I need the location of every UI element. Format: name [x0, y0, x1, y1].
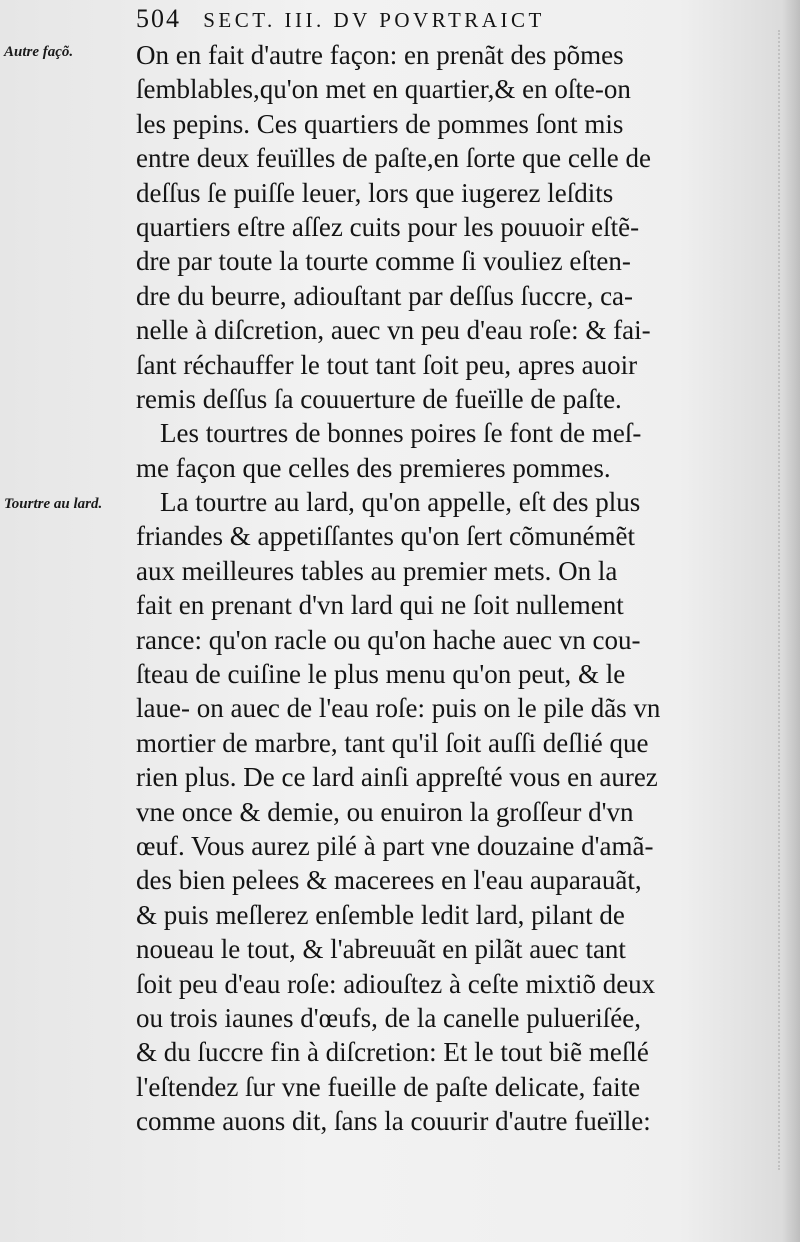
text-line: rien plus. De ce lard ainſi appreſté vous en aurez [136, 762, 658, 793]
text-line: nelle à diſcretion, auec vn peu d'eau roſe: & fai- [136, 315, 651, 346]
text-line: deſſus ſe puiſſe leuer, lors que iugerez leſdits [136, 177, 614, 208]
text-line: laue- on auec de l'eau roſe: puis on le pile dãs vn [136, 693, 661, 724]
text-line: remis deſſus ſa couuerture de fueïlle de paſte. [136, 383, 622, 414]
margin-note-tourtre-au-lard: Tourtre au lard. [4, 496, 103, 512]
text-line: ou trois iaunes d'œufs, de la canelle pulueriſée, [136, 1002, 641, 1033]
text-line: ſemblables,qu'on met en quartier,& en oſte-on [136, 74, 631, 105]
text-line: quartiers eſtre aſſez cuits pour les pouuoir eſtẽ- [136, 211, 640, 242]
text-line: noueau le tout, & l'abreuuãt en pilãt auec tant [136, 934, 626, 965]
page-gutter-marks [778, 30, 782, 1170]
text-line: mortier de marbre, tant qu'il ſoit auſſi deſlié que [136, 727, 649, 758]
paragraph-start-line: La tourtre au lard, qu'on appelle, eſt des plus [160, 487, 641, 518]
text-line: rance: qu'on racle ou qu'on hache auec vn cou- [136, 624, 641, 655]
text-line: ſant réchauffer le tout tant ſoit peu, apres auoir [136, 349, 638, 380]
text-line: me façon que celles des premieres pommes. [136, 452, 611, 483]
text-line: l'eſtendez ſur vne fueille de paſte delicate, faite [136, 1071, 641, 1102]
margin-note-autre-facon: Autre façõ. [4, 44, 74, 60]
text-line: ſoit peu d'eau roſe: adiouſtez à ceſte mixtiõ deux [136, 968, 656, 999]
paragraph-start-line: Les tourtres de bonnes poires ſe font de meſ- [160, 418, 642, 449]
text-line: ſteau de cuiſine le plus menu qu'on peut, & le [136, 659, 626, 690]
body-text [136, 38, 744, 1139]
text-line: comme auons dit, ſans la couurir d'autre fueïlle: [136, 1106, 651, 1137]
page-edge-shadow [782, 0, 800, 1242]
text-line: fait en prenant d'vn lard qui ne ſoit nullement [136, 590, 624, 621]
text-line: aux meilleures tables au premier mets. On la [136, 555, 618, 586]
running-title: SECT. III. DV POVRTRAICT [203, 8, 545, 32]
text-line: vne once & demie, ou enuiron la groſſeur d'vn [136, 796, 634, 827]
text-line: dre par toute la tourte comme ſi vouliez eſten- [136, 246, 631, 277]
text-line: des bien pelees & macerees en l'eau auparauãt, [136, 865, 642, 896]
text-line: dre du beurre, adiouſtant par deſſus ſuccre, ca- [136, 280, 634, 311]
text-line: les pepins. Ces quartiers de pommes ſont mis [136, 108, 624, 139]
text-line: entre deux feuïlles de paſte,en ſorte que celle de [136, 143, 652, 174]
page-number: 504 [136, 4, 181, 33]
page-header [136, 2, 776, 36]
text-line: On en fait d'autre façon: en prenãt des põmes [136, 40, 624, 70]
text-line: œuf. Vous aurez pilé à part vne douzaine d'amã- [136, 830, 654, 861]
text-line: & puis meſlerez enſemble ledit lard, pilant de [136, 899, 625, 930]
text-line: friandes & appetiſſantes qu'on ſert cõmunémẽt [136, 521, 635, 552]
text-line: & du ſuccre fin à diſcretion: Et le tout biẽ meſlé [136, 1037, 649, 1068]
